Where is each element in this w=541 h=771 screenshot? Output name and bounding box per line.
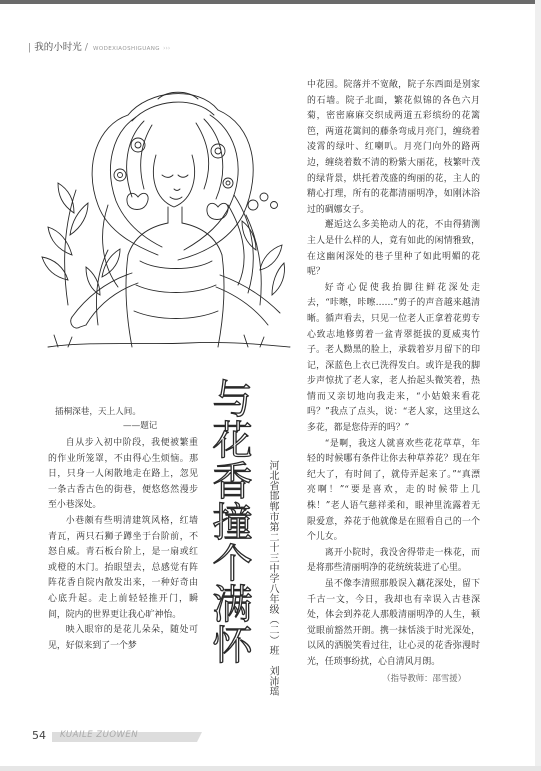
hair-icon bbox=[92, 92, 253, 293]
left-column bbox=[48, 436, 198, 654]
body-paragraph: 映入眼帘的是花儿朵朵，随处可见，好似来到了一个梦 bbox=[48, 625, 198, 651]
header-bar-mark: | bbox=[28, 42, 32, 53]
page-top-edge bbox=[0, 0, 541, 4]
body-icon bbox=[126, 207, 224, 347]
leaf-spray-left-icon bbox=[42, 183, 120, 325]
body-paragraph: 中花园。院落并不宽敞，院子东西面是别家的石墙。院子北面，繁花似锦的各色六月菊，密密麻麻交织成两道五彩缤纷的花篱笆，两道花篱间的藤条弯成月亮门，缠绕着凌霄的绿叶、红喇叭。月亮门向外的路两边，缠绕着数不清的粉紫大丽花，枝繁叶茂的绿背景，烘托着茂盛的绚丽的花，主人的精心打理，所有的花都清丽明净，如刚沐浴过的碉娜女子。 bbox=[307, 80, 480, 215]
section-header bbox=[28, 39, 170, 53]
arm-icon bbox=[71, 273, 280, 328]
body-paragraph: 小巷颇有些明清建筑风格，红墙青瓦，两只石狮子蹲坐于台阶前，不怒自威。青石板台阶上，是一扇或红或橙的木门。抬眼望去，总感觉有阵阵花香自院内散发出来，一种好奇由心底升起。走上前轻轻推开门，瞬间，院内的世界更让我心旷神怡。 bbox=[48, 515, 198, 620]
article-title: 与花香撞个满怀 bbox=[206, 378, 252, 665]
epigraph-text: 插桐深巷，天上人间。 bbox=[55, 407, 141, 417]
author-byline bbox=[266, 460, 278, 697]
body-paragraph: 邂逅这么多美艳动人的花，不由得猜测主人是什么样的人，竟有如此的闲情雅致，在这幽闲深处的巷子里种了如此明媚的花呢？ bbox=[307, 220, 480, 278]
section-title-en: WODEXIAOSHIGUANG bbox=[93, 46, 160, 52]
grass-icon bbox=[48, 335, 290, 347]
girl-flowers-illustration bbox=[28, 55, 300, 355]
author-name: 刘沛瑶 bbox=[267, 665, 278, 697]
section-title: 我的小时光 bbox=[34, 42, 82, 53]
header-arrows-icon: ››› bbox=[162, 45, 171, 52]
page-right-edge bbox=[535, 0, 541, 771]
author-school: 河北省邯郸市第二十三中学八年级（二）班 bbox=[267, 460, 278, 656]
header-slash: / bbox=[84, 42, 88, 53]
page-footer bbox=[32, 729, 502, 745]
body-paragraph: 自从步入初中阶段，我便被繁重的作业所笼罩，不由得心生烦恼。那日，只身一人闲散地走在路上，忽见一条古香古色的街巷，便悠悠然漫步至小巷深处。 bbox=[48, 438, 198, 511]
page-bottom-edge bbox=[0, 766, 541, 771]
body-paragraph: 虽不像李清照那般误入藕花深处，留下千古一文，今日，我却也有幸误入古巷深处，体会到养花人那般清丽明净的人生，顿觉眼前豁然开朗。携一抹恬淡于时光深处，以风的洒脱笑看过往，让心灵的花香弥漫时光，任琐事纷扰，心自清风月朗。 bbox=[307, 579, 480, 667]
teacher-credit: （指导教师：邵雪援） bbox=[382, 672, 466, 683]
epigraph bbox=[55, 405, 205, 433]
body-paragraph: 离开小院时，我没舍得带走一株花，而是将那些清丽明净的花统统装进了心里。 bbox=[307, 547, 480, 574]
body-paragraph: 好奇心促使我抬脚往鲜花深处走去，“咔嚓，咔嚓……”剪子的声音越来越清晰。循声看去，只见一位老人正拿着花剪专心致志地修剪着一盆青翠挺拔的夏威夷竹子。老人黝黑的脸上，承载着岁月留下的印记，深蓝色上衣已洗得发白。或许是我的脚步声惊扰了老人家，老人抬起头微笑着，热情而又亲切地向我走来，“小姑娘来看花吗？”我点了点头，说：“老人家，这里这么多花，都是您侍弄的吗？” bbox=[307, 282, 480, 434]
magazine-name: KUAILE ZUOWEN bbox=[60, 730, 139, 740]
body-paragraph: “是啊，我这人就喜欢些花花草草，年轻的时候哪有条件让你去种草养花？现在年纪大了，有时间了，就侍弄起来了。”“真漂亮啊！”“要是喜欢，走的时候带上几株！”老人语气慈祥柔和，眼神里流露着无限爱意，养花于他就像是在照看自己的一个个儿女。 bbox=[307, 438, 480, 543]
epigraph-signature: ——题记 bbox=[123, 421, 158, 431]
page-number: 54 bbox=[32, 729, 46, 742]
face-icon bbox=[153, 155, 194, 207]
right-column bbox=[307, 78, 480, 686]
